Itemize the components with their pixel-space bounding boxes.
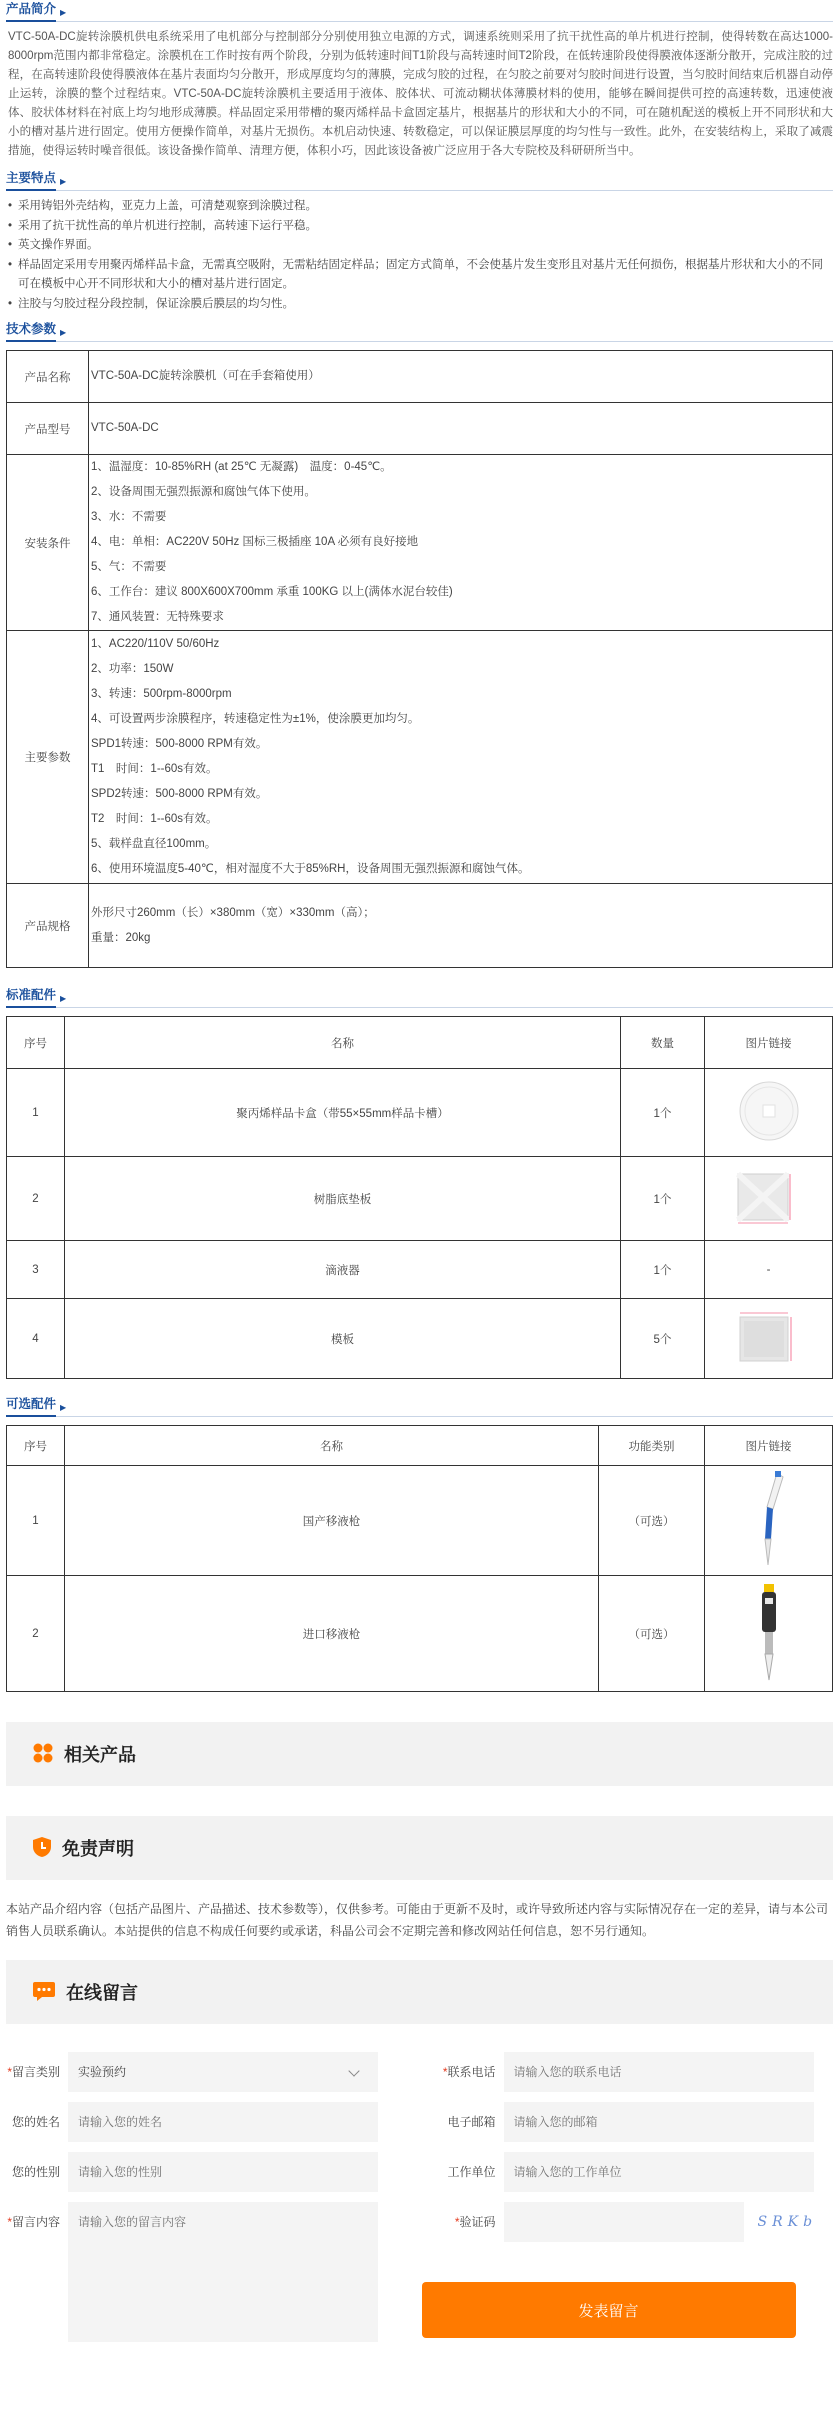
- cell-name: 进口移液枪: [65, 1576, 599, 1692]
- feature-item: • 采用了抗干扰性高的单片机进行控制，高转速下运行平稳。: [8, 217, 833, 237]
- type-select[interactable]: [68, 2052, 378, 2092]
- form-row: [6, 2102, 833, 2142]
- email-input[interactable]: [504, 2102, 814, 2142]
- table-row: [7, 455, 833, 631]
- spec-line: 重量：20kg: [91, 931, 151, 944]
- spec-line: SPD1转速：500-8000 RPM有效。: [91, 738, 268, 750]
- message-header: [6, 1960, 833, 2024]
- col-header: 序号: [7, 1017, 65, 1069]
- cell-no: 1: [7, 1069, 65, 1157]
- table-row: [7, 1299, 833, 1379]
- captcha-label: *验证码: [454, 2215, 496, 2229]
- col-header: 序号: [7, 1426, 65, 1466]
- cell-qty: 1个: [621, 1069, 705, 1157]
- table-row: [7, 884, 833, 968]
- section-features-heading: [6, 169, 833, 191]
- spec-line: VTC-50A-DC旋转涂膜机（可在手套箱使用）: [91, 370, 320, 382]
- table-row: [7, 1069, 833, 1157]
- form-row: [6, 2152, 833, 2192]
- cell-no: 1: [7, 1466, 65, 1576]
- captcha-input[interactable]: [504, 2202, 744, 2242]
- spec-value: [89, 403, 833, 455]
- grid-icon: [32, 1742, 54, 1767]
- spec-key: 产品型号: [7, 403, 89, 455]
- intro-paragraph: VTC-50A-DC旋转涂膜机供电系统采用了电机部分与控制部分分别使用独立电源的方式，调速系统则采用了抗干扰性高的单片机进行控制，使得转数在高达1000-8000rpm范围内都非常稳定。涂膜机在工作时按有两个阶段，分别为低转速时间T1阶段与高转速时间T2阶段，在低转速阶段使得膜液体逐渐分散开，完成注胶的过程，在高转速阶段使得膜液体在基片表面均匀分散开，形成厚度均匀的薄膜，完成匀胶的过程，在匀胶之前要对匀胶时间进行设置，当匀胶时间结束后机器自动停止运转，涂膜的整个过程结束。VTC-50A-DC旋转涂膜机主要适用于液体、胶体状、可流动糊状体薄膜材料的使用，能够在瞬间提供可控的高速转数，迅速使液体、胶状体材料在衬底上均匀地形成薄膜。样品固定采用带槽的聚丙烯样品卡盒固定基片，根据基片的形状和大小的不同，可在随机配送的模板上开不同形状和大小的槽对基片进行固定。使用方便操作简单，对基片无损伤。本机启动快速、转数稳定，可以保证膜层厚度的均匀性与一致性。此外，在安装结构上，采取了减震措施，使得运转时噪音很低。该设备操作简单、清理方便，体积小巧，因此该设备被广泛应用于各大专院校及科研研所当中。: [8, 31, 833, 157]
- form-row: [6, 2202, 833, 2342]
- spec-line: 4、可设置两步涂膜程序，转速稳定性为±1%，使涂膜更加均匀。: [91, 713, 420, 725]
- pipette-imported-image[interactable]: [749, 1580, 789, 1687]
- optional-accessories-table: [6, 1425, 833, 1692]
- cell-image: [705, 1299, 833, 1379]
- spec-line: 5、载样盘直径100mm。: [91, 838, 217, 850]
- col-header: 数量: [621, 1017, 705, 1069]
- spec-key: 主要参数: [7, 631, 89, 884]
- pipette-domestic-image[interactable]: [749, 1469, 789, 1572]
- sample-box-image[interactable]: [737, 1079, 801, 1146]
- message-title: 在线留言: [66, 1983, 138, 2003]
- captcha-image[interactable]: SRKb: [757, 2214, 818, 2230]
- shield-icon: [32, 1836, 52, 1861]
- table-header-row: [7, 1017, 833, 1069]
- spec-key: 安装条件: [7, 455, 89, 631]
- play-arrow-icon: ▶: [60, 1403, 67, 1412]
- gender-input[interactable]: [68, 2152, 378, 2192]
- form-col: [420, 2202, 834, 2342]
- form-col: [6, 2052, 420, 2092]
- cell-category: （可选）: [599, 1576, 705, 1692]
- spec-key: 产品规格: [7, 884, 89, 968]
- message-form: [6, 2024, 833, 2342]
- spec-value: [89, 455, 833, 631]
- table-row: [7, 1576, 833, 1692]
- cell-image: [705, 1157, 833, 1241]
- table-row: [7, 631, 833, 884]
- disclaimer-header: [6, 1816, 833, 1880]
- cell-name: 模板: [65, 1299, 621, 1379]
- cell-image: [705, 1069, 833, 1157]
- email-label: 电子邮箱: [447, 2115, 496, 2129]
- table-row: [7, 1241, 833, 1299]
- cell-qty: 1个: [621, 1241, 705, 1299]
- content-textarea[interactable]: [68, 2202, 378, 2342]
- play-arrow-icon: ▶: [60, 8, 67, 17]
- spec-line: T1 时间：1--60s有效。: [91, 763, 218, 775]
- cell-no: 2: [7, 1576, 65, 1692]
- spec-line: 5、气：不需要: [91, 561, 167, 573]
- chat-icon: [32, 1980, 56, 2005]
- type-label: *留言类别: [7, 2065, 60, 2079]
- disclaimer-title: 免责声明: [62, 1839, 134, 1859]
- table-row: [7, 1466, 833, 1576]
- feature-item: • 英文操作界面。: [8, 236, 833, 256]
- company-label: 工作单位: [447, 2165, 496, 2179]
- disclaimer-text: 本站产品介绍内容（包括产品图片、产品描述、技术参数等），仅供参考。可能由于更新不及时，或许导致所述内容与实际情况存在一定的差异，请与本公司销售人员联系确认。本站提供的信息不构成任何要约或承诺，科晶公司会不定期完善和修改网站任何信息，恕不另行通知。: [6, 1902, 829, 1938]
- cell-no: 4: [7, 1299, 65, 1379]
- spec-line: 3、转速：500rpm-8000rpm: [91, 688, 232, 700]
- spec-value: [89, 884, 833, 968]
- name-input[interactable]: [68, 2102, 378, 2142]
- spec-value: [89, 631, 833, 884]
- type-select-value: 实验预约: [78, 2065, 127, 2079]
- play-arrow-icon: ▶: [60, 994, 67, 1003]
- section-standard-title: 标准配件: [6, 985, 56, 1008]
- table-header-row: [7, 1426, 833, 1466]
- cell-name: 滴液器: [65, 1241, 621, 1299]
- cell-image: [705, 1576, 833, 1692]
- table-row: [7, 1157, 833, 1241]
- spec-key: 产品名称: [7, 351, 89, 403]
- col-header: 名称: [65, 1426, 599, 1466]
- cell-image: [705, 1466, 833, 1576]
- related-products-header: [6, 1722, 833, 1786]
- cell-image: -: [705, 1241, 833, 1299]
- section-intro-heading: [6, 0, 833, 22]
- form-row: [6, 2052, 833, 2092]
- feature-item: • 采用铸铝外壳结构，亚克力上盖，可清楚观察到涂膜过程。: [8, 197, 833, 217]
- cell-no: 3: [7, 1241, 65, 1299]
- cell-qty: 1个: [621, 1157, 705, 1241]
- form-col: [6, 2202, 420, 2342]
- spec-line: 3、水：不需要: [91, 511, 167, 523]
- form-col: [6, 2102, 420, 2142]
- table-row: [7, 403, 833, 455]
- chevron-down-icon: [348, 2065, 359, 2076]
- captcha-row: [420, 2202, 818, 2242]
- play-arrow-icon: ▶: [60, 328, 67, 337]
- form-col: [420, 2102, 834, 2142]
- name-label: 您的姓名: [11, 2115, 60, 2129]
- col-header: 图片链接: [705, 1426, 833, 1466]
- spec-line: 4、电：单相：AC220V 50Hz 国标三极插座 10A 必须有良好接地: [91, 536, 419, 548]
- template-image[interactable]: [734, 1309, 804, 1368]
- spec-line: 7、通风装置：无特殊要求: [91, 611, 224, 623]
- cell-name: 树脂底垫板: [65, 1157, 621, 1241]
- section-params-heading: [6, 320, 833, 342]
- section-standard-heading: [6, 986, 833, 1008]
- spec-line: 外形尺寸260mm（长）×380mm（宽）×330mm（高）；: [91, 906, 375, 919]
- table-row: [7, 351, 833, 403]
- section-features-title: 主要特点: [6, 168, 56, 191]
- play-arrow-icon: ▶: [60, 177, 67, 186]
- spec-line: 2、功率：150W: [91, 663, 174, 675]
- related-products-title: 相关产品: [64, 1745, 136, 1765]
- cell-qty: 5个: [621, 1299, 705, 1379]
- feature-item: • 样品固定采用专用聚丙烯样品卡盒，无需真空吸附，无需粘结固定样品；固定方式简单，不会使基片发生变形且对基片无任何损伤，根据基片形状和大小的不同可在模板中心开不同形状和大小的槽对基片进行固定。: [8, 256, 833, 295]
- spec-line: SPD2转速：500-8000 RPM有效。: [91, 788, 268, 800]
- spec-line: 2、设备周围无强烈振源和腐蚀气体下使用。: [91, 486, 316, 498]
- form-col: [6, 2152, 420, 2192]
- spec-line: 6、使用环境温度5-40℃，相对湿度不大于85%RH，设备周围无强烈振源和腐蚀气体。: [91, 863, 530, 875]
- section-params-title: 技术参数: [6, 319, 56, 342]
- spec-line: 6、工作台：建议 800X600X700mm 承重 100KG 以上(满体水泥台较佳): [91, 586, 453, 598]
- spec-value: [89, 351, 833, 403]
- cell-name: 聚丙烯样品卡盒（带55×55mm样品卡槽）: [65, 1069, 621, 1157]
- cell-no: 2: [7, 1157, 65, 1241]
- submit-button[interactable]: 发表留言: [422, 2282, 796, 2338]
- cell-category: （可选）: [599, 1466, 705, 1576]
- section-optional-heading: [6, 1395, 833, 1417]
- form-col: [420, 2152, 834, 2192]
- section-optional-title: 可选配件: [6, 1394, 56, 1417]
- spec-line: 1、温湿度：10-85%RH (at 25℃ 无凝露) 温度：0-45℃。: [91, 461, 392, 473]
- spec-line: 1、AC220/110V 50/60Hz: [91, 638, 220, 650]
- spec-table: [6, 350, 833, 968]
- col-header: 图片链接: [705, 1017, 833, 1069]
- phone-input[interactable]: [504, 2052, 814, 2092]
- form-col: [420, 2052, 834, 2092]
- standard-accessories-table: [6, 1016, 833, 1379]
- gender-label: 您的性别: [11, 2165, 60, 2179]
- phone-label: *联系电话: [442, 2065, 496, 2079]
- spec-line: VTC-50A-DC: [91, 422, 159, 434]
- company-input[interactable]: [504, 2152, 814, 2192]
- spec-line: T2 时间：1--60s有效。: [91, 813, 218, 825]
- content-label: *留言内容: [7, 2215, 60, 2229]
- feature-item: • 注胶与匀胶过程分段控制，保证涂膜后膜层的均匀性。: [8, 295, 833, 315]
- features-list: [6, 191, 833, 320]
- col-header: 功能类别: [599, 1426, 705, 1466]
- section-intro-title: 产品简介: [6, 0, 56, 22]
- cell-name: 国产移液枪: [65, 1466, 599, 1576]
- resin-pad-image[interactable]: [734, 1166, 804, 1231]
- col-header: 名称: [65, 1017, 621, 1069]
